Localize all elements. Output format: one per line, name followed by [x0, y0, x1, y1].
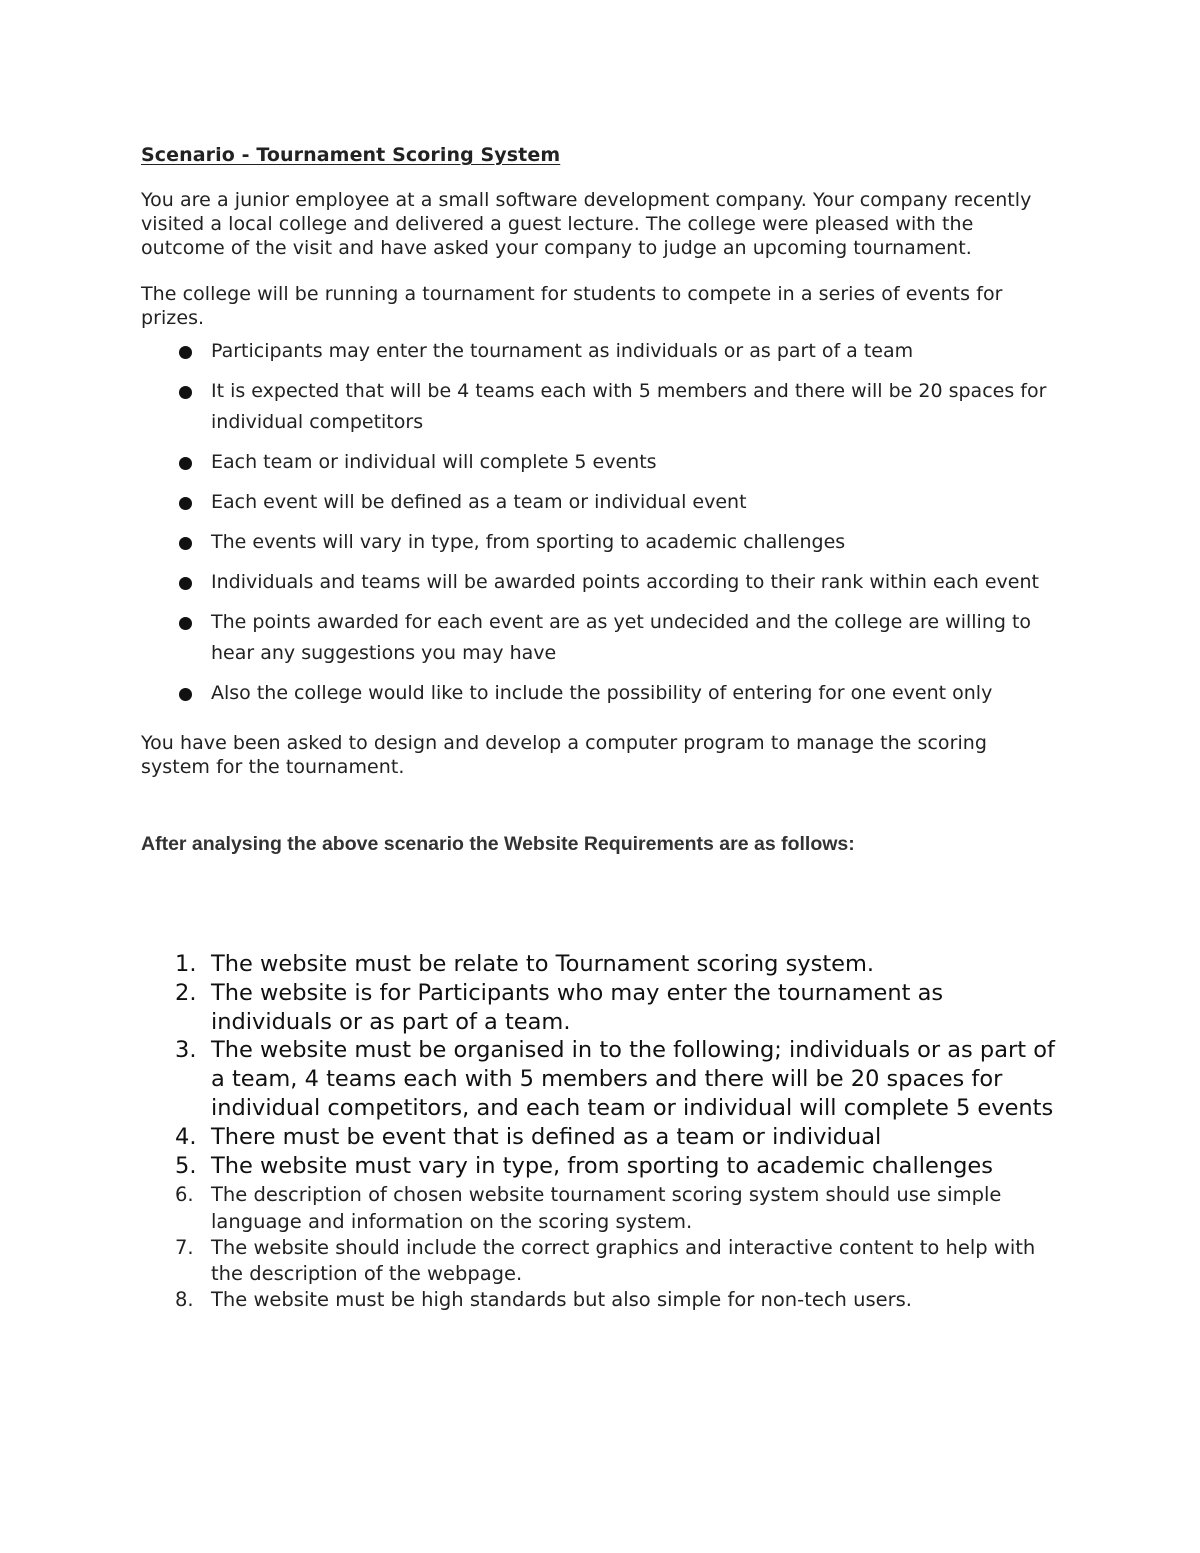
- bullet-text: Participants may enter the tournament as individuals or as part of a team: [211, 340, 914, 362]
- bullet-dot-icon: [179, 346, 192, 359]
- requirement-text: The website must vary in type, from sporting to academic challenges: [211, 1152, 993, 1179]
- bullet-item: [141, 567, 1061, 598]
- task-paragraph: You have been asked to design and develop a computer program to manage the scoring system for the tournament.: [141, 732, 987, 778]
- bullet-text: Each team or individual will complete 5 events: [211, 451, 657, 473]
- bullet-dot-icon: [179, 688, 192, 701]
- requirement-item: [141, 979, 1061, 1037]
- requirement-text: The website must be high standards but also simple for non-tech users.: [211, 1288, 913, 1312]
- bullet-item: [141, 607, 1061, 669]
- requirement-number: 2.: [175, 979, 197, 1006]
- bullet-item: [141, 376, 1061, 438]
- bullet-text: The events will vary in type, from sporting to academic challenges: [211, 531, 846, 553]
- bullet-dot-icon: [179, 497, 192, 510]
- bullet-dot-icon: [179, 457, 192, 470]
- bullet-dot-icon: [179, 386, 192, 399]
- bullet-item: [141, 447, 1061, 478]
- requirement-number: 6.: [175, 1183, 194, 1207]
- requirement-text: The website must be relate to Tournament scoring system.: [211, 951, 875, 977]
- bullet-text: Also the college would like to include the possibility of entering for one event only: [211, 682, 993, 704]
- tournament-intro-paragraph: The college will be running a tournament for students to compete in a series of events for prizes.: [141, 283, 1003, 329]
- requirement-number: 4.: [175, 1123, 197, 1150]
- requirement-text: The website is for Participants who may enter the tournament as individuals or as part of a team.: [211, 979, 944, 1035]
- bullet-text: The points awarded for each event are as yet undecided and the college are willing to hear any suggestions you may have: [211, 611, 1032, 664]
- requirement-text: The website must be organised in to the following; individuals or as part of a team, 4 teams each with 5 members and there will be 20 spaces for individual competitors, and each team or individual will complete 5 events: [211, 1037, 1055, 1121]
- intro-paragraph: You are a junior employee at a small software development company. Your company recently visited a local college and delivered a guest lecture. The college were pleased with the outcome of the visit and have asked your company to judge an upcoming tournament.: [141, 189, 1032, 259]
- bullet-item: [141, 678, 1061, 709]
- bullet-text: It is expected that will be 4 teams each with 5 members and there will be 20 spaces for individual competitors: [211, 380, 1047, 433]
- requirement-number: 1.: [175, 951, 197, 977]
- bullet-text: Each event will be defined as a team or individual event: [211, 491, 747, 513]
- requirement-item: [141, 1123, 1061, 1152]
- bullet-dot-icon: [179, 617, 192, 630]
- bullet-item: [141, 527, 1061, 558]
- requirement-number: 3.: [175, 1037, 197, 1064]
- bullet-text: Individuals and teams will be awarded points according to their rank within each event: [211, 571, 1039, 593]
- requirement-item: [141, 1182, 1061, 1234]
- requirement-number: 8.: [175, 1288, 194, 1312]
- requirement-text: There must be event that is defined as a team or individual: [211, 1123, 882, 1150]
- document-page: [141, 140, 1061, 1313]
- requirement-item: [141, 1287, 1061, 1313]
- requirement-number: 7.: [175, 1235, 194, 1259]
- document-title: Scenario - Tournament Scoring System: [141, 144, 561, 166]
- requirement-text: The website should include the correct graphics and interactive content to help with the description of the webpage.: [211, 1235, 1036, 1285]
- requirement-item: [141, 1036, 1061, 1122]
- requirement-text: The description of chosen website tournament scoring system should use simple language and information on the scoring system.: [211, 1183, 1002, 1233]
- bullet-item: [141, 487, 1061, 518]
- requirement-item: [141, 1235, 1061, 1287]
- requirement-number: 5.: [175, 1152, 197, 1179]
- requirement-item: [141, 950, 1061, 979]
- bullet-dot-icon: [179, 537, 192, 550]
- bullet-dot-icon: [179, 577, 192, 590]
- requirements-list: [141, 950, 1061, 1313]
- scenario-bullet-list: [141, 336, 1061, 709]
- bullet-item: [141, 336, 1061, 367]
- requirement-item: [141, 1152, 1061, 1181]
- requirements-heading: After analysing the above scenario the Website Requirements are as follows:: [141, 833, 855, 855]
